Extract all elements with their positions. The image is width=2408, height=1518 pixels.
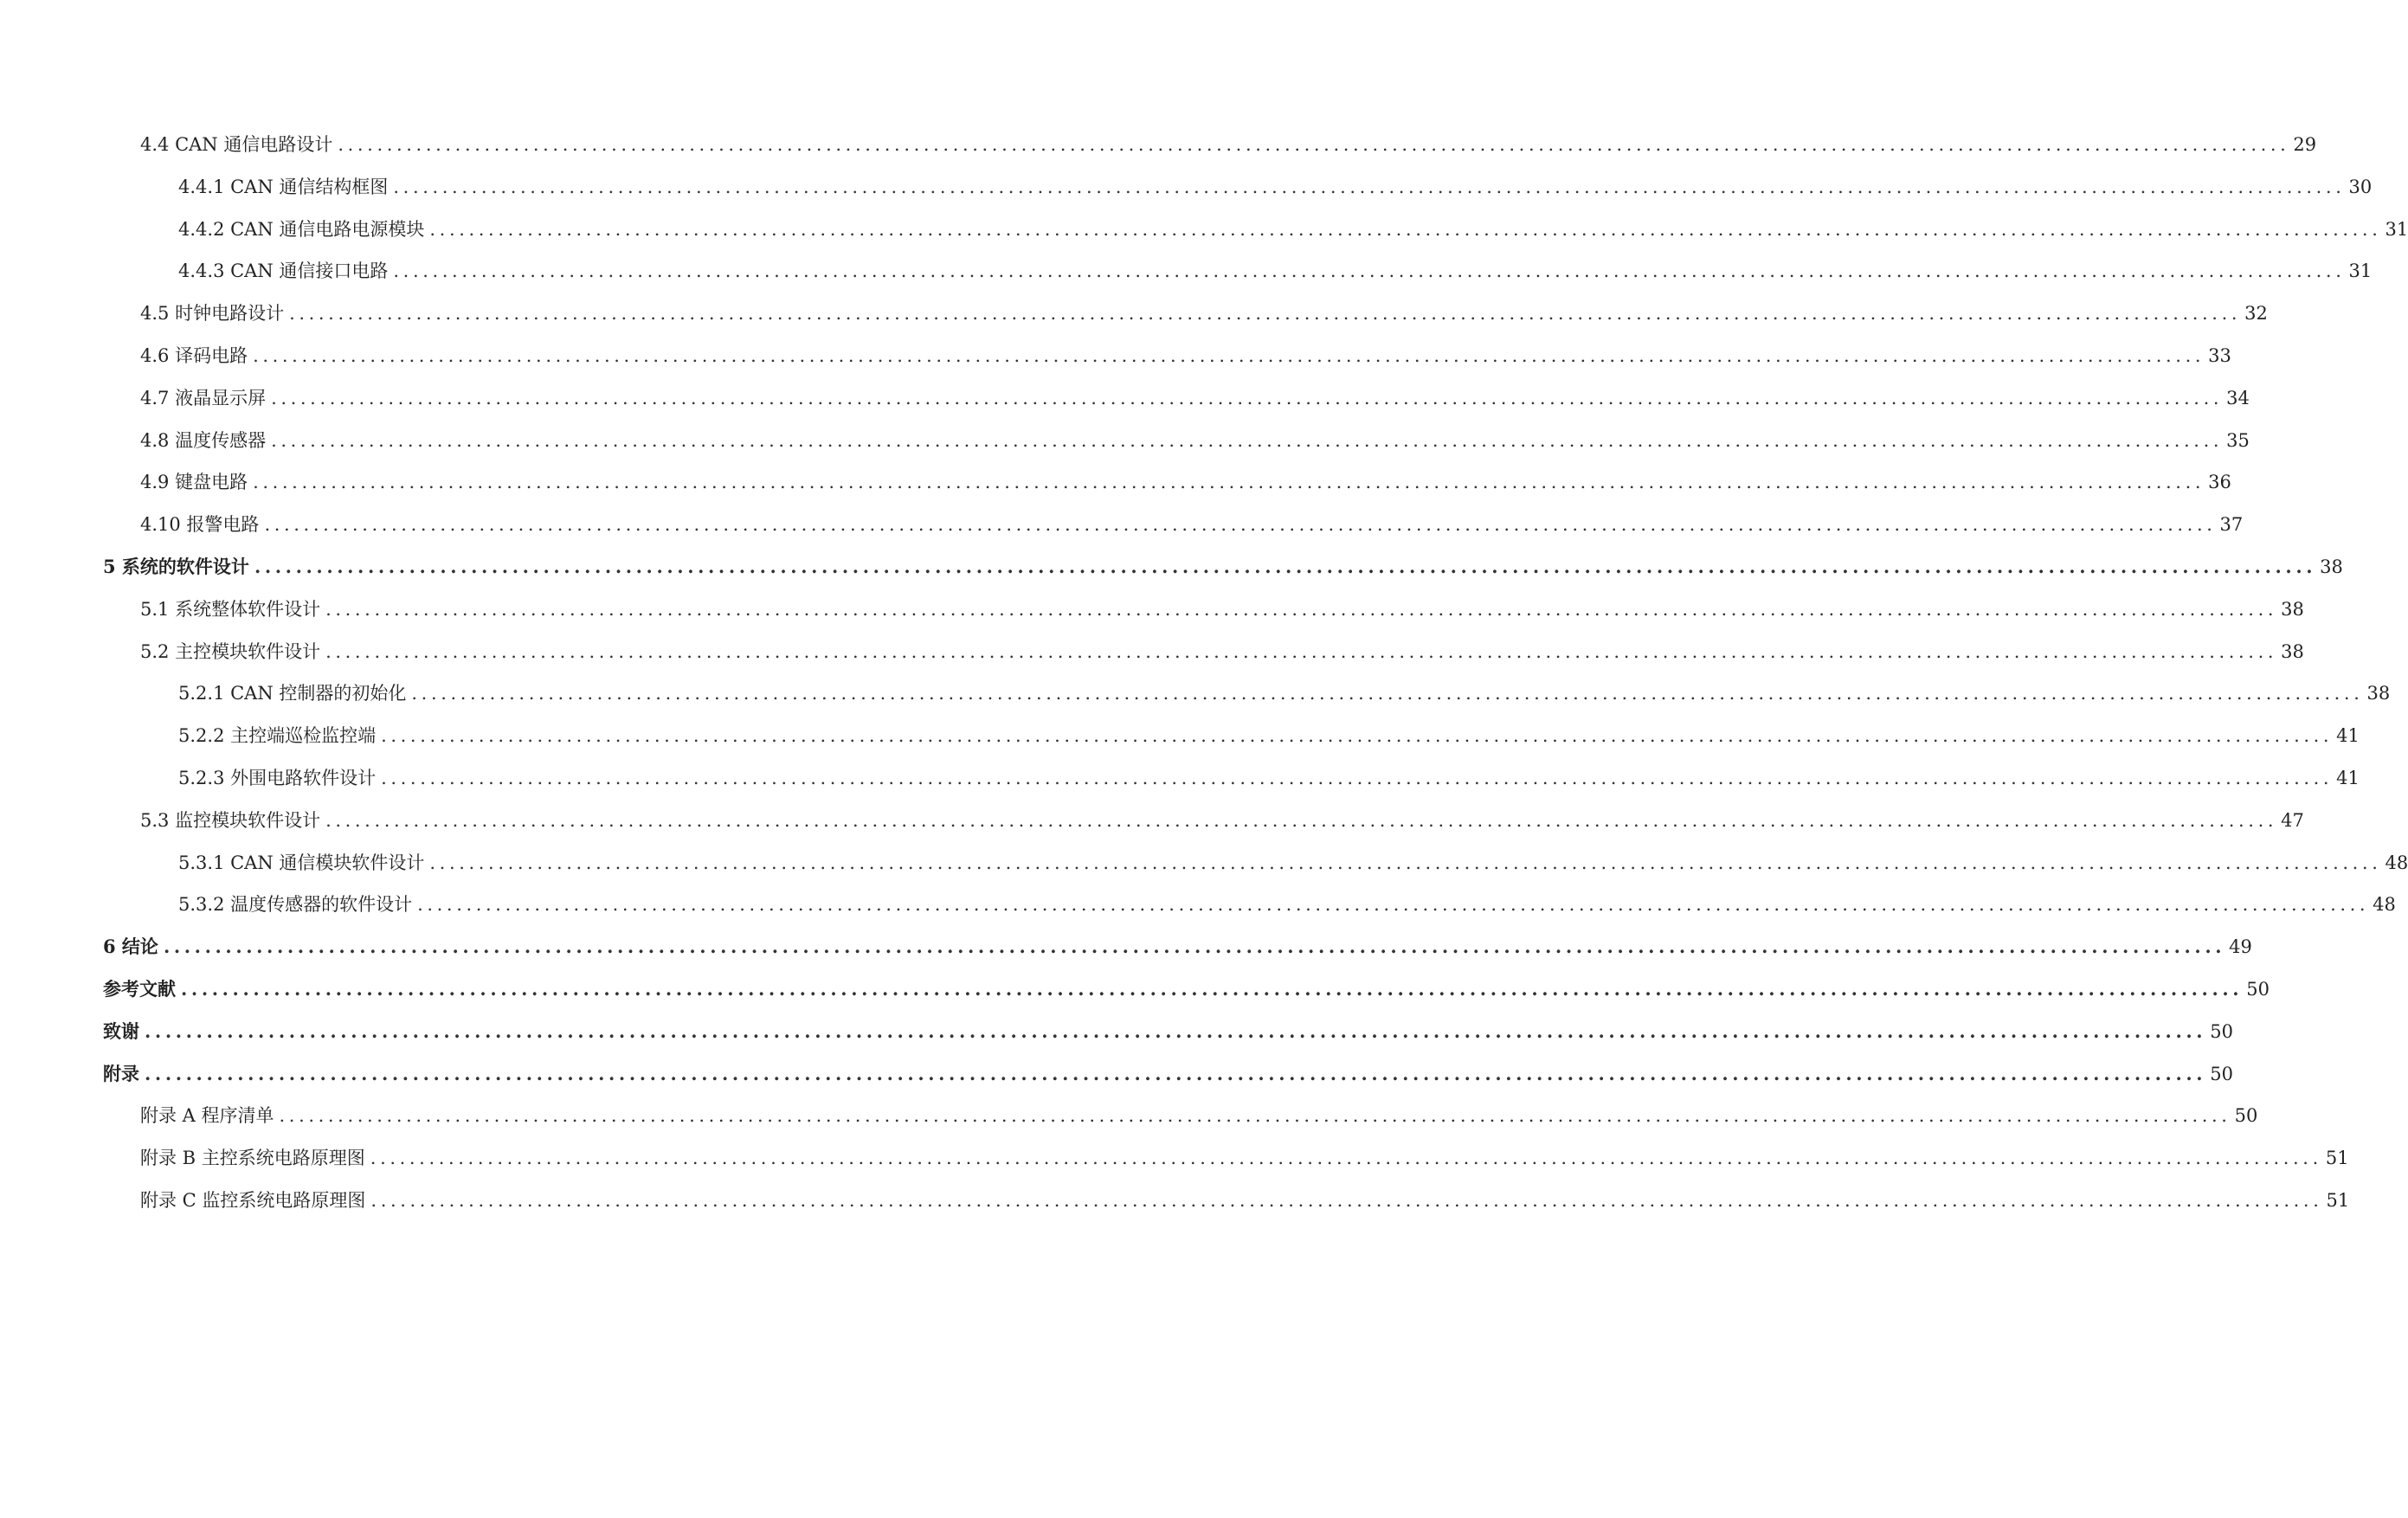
toc-entry-page-number: 41: [2336, 725, 2360, 747]
toc-entry[interactable]: [140, 467, 2231, 497]
toc-entry[interactable]: [140, 806, 2304, 835]
toc-entry[interactable]: [140, 299, 2268, 328]
dot-leader: ........................................................................................................................................................................................................: [338, 134, 2290, 155]
dot-leader: ........................................................................................................................................................................................................: [163, 936, 2226, 958]
toc-entry-page-number: 47: [2281, 809, 2304, 831]
dot-leader: ........................................................................................................................................................................................................: [381, 725, 2334, 747]
toc-entry-page-number: 34: [2226, 387, 2250, 408]
dot-leader: ........................................................................................................................................................................................................: [325, 640, 2278, 662]
toc-entry[interactable]: [140, 130, 2317, 159]
toc-entry[interactable]: [140, 1186, 2350, 1215]
toc-entry-title: 5.3.2 温度传感器的软件设计: [178, 894, 413, 916]
toc-entry-page-number: 37: [2219, 514, 2244, 536]
dot-leader: ........................................................................................................................................................................................................: [381, 768, 2334, 788]
toc-entry-title: 4.9 键盘电路: [140, 472, 248, 493]
toc-entry[interactable]: [178, 256, 2373, 286]
toc-entry-title: 4.10 报警电路: [140, 514, 260, 536]
dot-leader: ........................................................................................................................................................................................................: [325, 809, 2278, 831]
toc-entry-title: 5.2.2 主控端巡检监控端: [178, 725, 377, 747]
dot-leader: ........................................................................................................................................................................................................: [393, 261, 2346, 282]
dot-leader: ........................................................................................................................................................................................................: [279, 1105, 2231, 1127]
dot-leader: ........................................................................................................................................................................................................: [393, 176, 2346, 197]
toc-entry[interactable]: [178, 721, 2360, 750]
toc-entry-title: 4.6 译码电路: [140, 345, 248, 366]
toc-entry[interactable]: [178, 215, 2408, 244]
toc-entry-title: 4.4 CAN 通信电路设计: [140, 134, 333, 155]
toc-entry-title: 5.1 系统整体软件设计: [140, 598, 321, 620]
toc-entry[interactable]: [103, 974, 2270, 1004]
toc-entry-page-number: 33: [2208, 345, 2231, 366]
toc-entry-page-number: 36: [2208, 472, 2231, 493]
toc-entry-title: 5.3 监控模块软件设计: [140, 809, 321, 831]
toc-entry-page-number: 50: [2210, 1063, 2233, 1084]
dot-leader: ........................................................................................................................................................................................................: [254, 556, 2317, 577]
toc-entry-page-number: 49: [2229, 936, 2252, 958]
dot-leader: ........................................................................................................................................................................................................: [253, 345, 2205, 366]
toc-entry[interactable]: [103, 932, 2252, 962]
dot-leader: ........................................................................................................................................................................................................: [264, 514, 2217, 536]
toc-entry-page-number: 38: [2366, 683, 2391, 704]
toc-entry-page-number: 50: [2210, 1020, 2233, 1042]
toc-entry[interactable]: [140, 383, 2250, 413]
dot-leader: ........................................................................................................................................................................................................: [411, 683, 2364, 704]
dot-leader: ........................................................................................................................................................................................................: [370, 1148, 2322, 1169]
toc-entry[interactable]: [140, 426, 2250, 455]
toc-entry-title: 5.2 主控模块软件设计: [140, 640, 321, 662]
dot-leader: ........................................................................................................................................................................................................: [370, 1190, 2323, 1211]
dot-leader: ........................................................................................................................................................................................................: [289, 303, 2242, 325]
toc-entry-title: 4.7 液晶显示屏: [140, 387, 267, 408]
dot-leader: ........................................................................................................................................................................................................: [145, 1020, 2207, 1042]
toc-entry-page-number: 38: [2281, 640, 2304, 662]
dot-leader: ........................................................................................................................................................................................................: [145, 1062, 2207, 1084]
toc-entry-title: 附录: [103, 1062, 139, 1084]
toc-entry-page-number: 48: [2385, 852, 2408, 873]
toc-entry-title: 附录 A 程序清单: [140, 1105, 274, 1127]
dot-leader: ........................................................................................................................................................................................................: [429, 218, 2382, 240]
toc-entry-title: 6 结论: [103, 936, 158, 958]
toc-entry-page-number: 41: [2336, 768, 2360, 788]
toc-entry-page-number: 51: [2326, 1190, 2350, 1211]
toc-entry-page-number: 29: [2293, 134, 2317, 155]
toc-entry-title: 5.3.1 CAN 通信模块软件设计: [178, 852, 425, 873]
toc-entry-page-number: 35: [2226, 429, 2250, 451]
toc-entry-page-number: 32: [2244, 303, 2268, 325]
toc-entry-title: 附录 C 监控系统电路原理图: [140, 1190, 366, 1211]
toc-entry-page-number: 38: [2281, 598, 2304, 620]
toc-entry-title: 5 系统的软件设计: [103, 556, 249, 577]
dot-leader: ........................................................................................................................................................................................................: [253, 472, 2205, 493]
dot-leader: ........................................................................................................................................................................................................: [271, 387, 2224, 408]
dot-leader: ........................................................................................................................................................................................................: [271, 429, 2224, 451]
toc-entry[interactable]: [140, 1143, 2349, 1173]
toc-entry-title: 4.8 温度传感器: [140, 429, 267, 451]
toc-entry-page-number: 38: [2320, 556, 2343, 577]
toc-entry[interactable]: [178, 848, 2408, 878]
toc-entry-title: 附录 B 主控系统电路原理图: [140, 1148, 365, 1169]
toc-entry[interactable]: [178, 763, 2360, 793]
dot-leader: ........................................................................................................................................................................................................: [417, 894, 2370, 916]
toc-entry-title: 致谢: [103, 1020, 139, 1042]
toc-entry[interactable]: [178, 172, 2373, 202]
toc-entry-title: 4.5 时钟电路设计: [140, 303, 285, 325]
toc-entry[interactable]: [140, 1101, 2258, 1130]
toc-entry[interactable]: [140, 595, 2304, 624]
toc-entry[interactable]: [103, 552, 2343, 582]
dot-leader: ........................................................................................................................................................................................................: [325, 598, 2278, 620]
dot-leader: ........................................................................................................................................................................................................: [181, 978, 2244, 1000]
toc-entry-title: 4.4.2 CAN 通信电路电源模块: [178, 218, 425, 240]
toc-entry-page-number: 51: [2325, 1148, 2349, 1169]
toc-entry-page-number: 31: [2348, 261, 2373, 282]
toc-entry-title: 参考文献: [103, 978, 176, 1000]
toc-entry-page-number: 30: [2348, 176, 2373, 197]
toc-entry-title: 4.4.3 CAN 通信接口电路: [178, 261, 389, 282]
toc-entry-page-number: 50: [2234, 1105, 2258, 1127]
toc-entry[interactable]: [103, 1017, 2233, 1046]
toc-entry[interactable]: [140, 510, 2244, 539]
dot-leader: ........................................................................................................................................................................................................: [429, 852, 2382, 873]
toc-entry-page-number: 48: [2373, 894, 2396, 916]
toc-entry-title: 4.4.1 CAN 通信结构框图: [178, 176, 389, 197]
toc-entry-title: 5.2.1 CAN 控制器的初始化: [178, 683, 407, 704]
toc-entry-page-number: 31: [2385, 218, 2408, 240]
toc-entry[interactable]: [140, 341, 2231, 370]
toc-entry[interactable]: [103, 1059, 2233, 1089]
toc-entry-page-number: 50: [2246, 979, 2270, 1000]
toc-entry[interactable]: [140, 637, 2304, 666]
toc-entry[interactable]: [178, 679, 2391, 708]
toc-entry-title: 5.2.3 外围电路软件设计: [178, 768, 377, 788]
toc-entry[interactable]: [178, 890, 2396, 919]
